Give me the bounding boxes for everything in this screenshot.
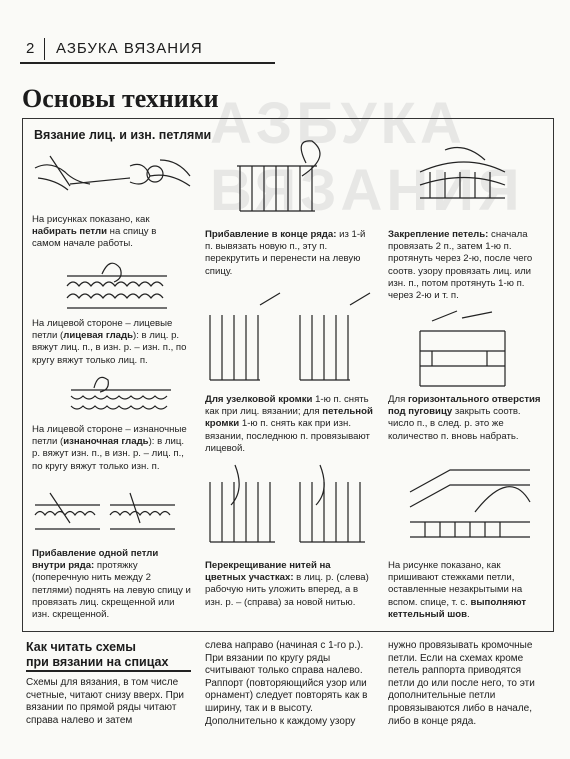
caption-kitchener-stitch: На рисунке показано, как пришивают стежками петли, оставленные незакрытыми на вспом. спице, т. с. выполняют кеттельный шов. [388,560,527,620]
page-title: Основы техники [22,84,219,113]
body-column-1: Схемы для вязания, в том числе счетные, читают снизу вверх. При вязании по прямой ряды читают справа налево и затем [26,677,184,726]
caption-increase-end-of-row: Прибавление в конце ряда: из 1-й п. вывязать новую п., эту п. перекрутить и перенести на левую спицу. [205,229,366,277]
body-column-3: нужно провязывать кромочные петли. Если на схемах кроме петель раппорта приводятся петли до или после него, то эти дополнительные петли провязываются либо в начале, либо в конце ряда. [388,640,535,727]
panel-subtitle: Вязание лиц. и изн. петлями [34,128,212,142]
knit-stitch-illustration [62,258,172,313]
caption-buttonhole: Для горизонтального отверстия под пуговицу закрыть соотв. число п., в след. р. это же количество п. вновь набрать. [388,394,541,442]
header-underline [20,62,275,64]
caption-purl-stockinette: На лицевой стороне – изнаночные петли (изнаночная гладь): в лиц. р. вяжут изн. п., в изн. р. – лиц. п., по кругу вяжут только изн. п. [32,424,187,472]
edge-stitch-illustration [205,290,375,385]
caption-color-crossing: Перекрещивание нитей на цветных участках: в лиц. р. (слева) рабочую нить уложить вперед, а в изн. р. – (справа) за новой нитью. [205,560,369,608]
header-divider [44,38,45,60]
body-column-2: слева направо (начиная с 1-го р.). При вязании по кругу ряды считывают только справа налево. Раппорт (повторяющийся узор или орнамент) следует повторять как в ширину, так и в высоту. Дополнительно к каждому узору [205,640,368,727]
watermark-text: АЗБУКА ВЯЗАНИЯ [210,91,524,223]
page-number: 2 [26,40,35,57]
caption-bind-off: Закрепление петель: сначала провязать 2 п., затем 1-ю п. протянуть через 2-ю, после чего соотв. узору провязать лиц. или изн. п., потом протянуть 1-ю п. через 2-ю и т. п. [388,229,533,302]
kitchener-stitch-illustration [405,462,535,547]
buttonhole-illustration [412,306,512,391]
section-heading-rule [26,670,191,672]
cast-on-hands-illustration [30,148,200,210]
caption-increase-within-row: Прибавление одной петли внутри ряда: протяжку (поперечную нить между 2 петлями) поднять на левую спицу и провязать лиц. скрещенной или изн. скрещенной. [32,548,191,621]
caption-knit-stockinette: На лицевой стороне – лицевые петли (лицевая гладь): в лиц. р. вяжут лиц. п., в изн. р. – изн. п., по кругу вяжут только лиц. п. [32,318,187,366]
purl-stitch-illustration [66,370,176,415]
color-crossing-illustration [205,460,380,545]
caption-edge-stitches: Для узелковой кромки 1-ю п. снять как при лиц. вязании; для петельной кромки 1-ю п. снять как при изн. вязании, последнюю п. провязывают лицевой. [205,394,373,454]
increase-end-of-row-illustration [232,136,342,216]
bind-off-illustration [415,140,510,210]
increase-within-row-illustration [30,485,180,545]
section-title: АЗБУКА ВЯЗАНИЯ [56,40,203,57]
section-heading: Как читать схемы при вязании на спицах [26,640,169,669]
caption-cast-on: На рисунках показано, как набирать петли на спицу в самом начале работы. [32,214,157,250]
